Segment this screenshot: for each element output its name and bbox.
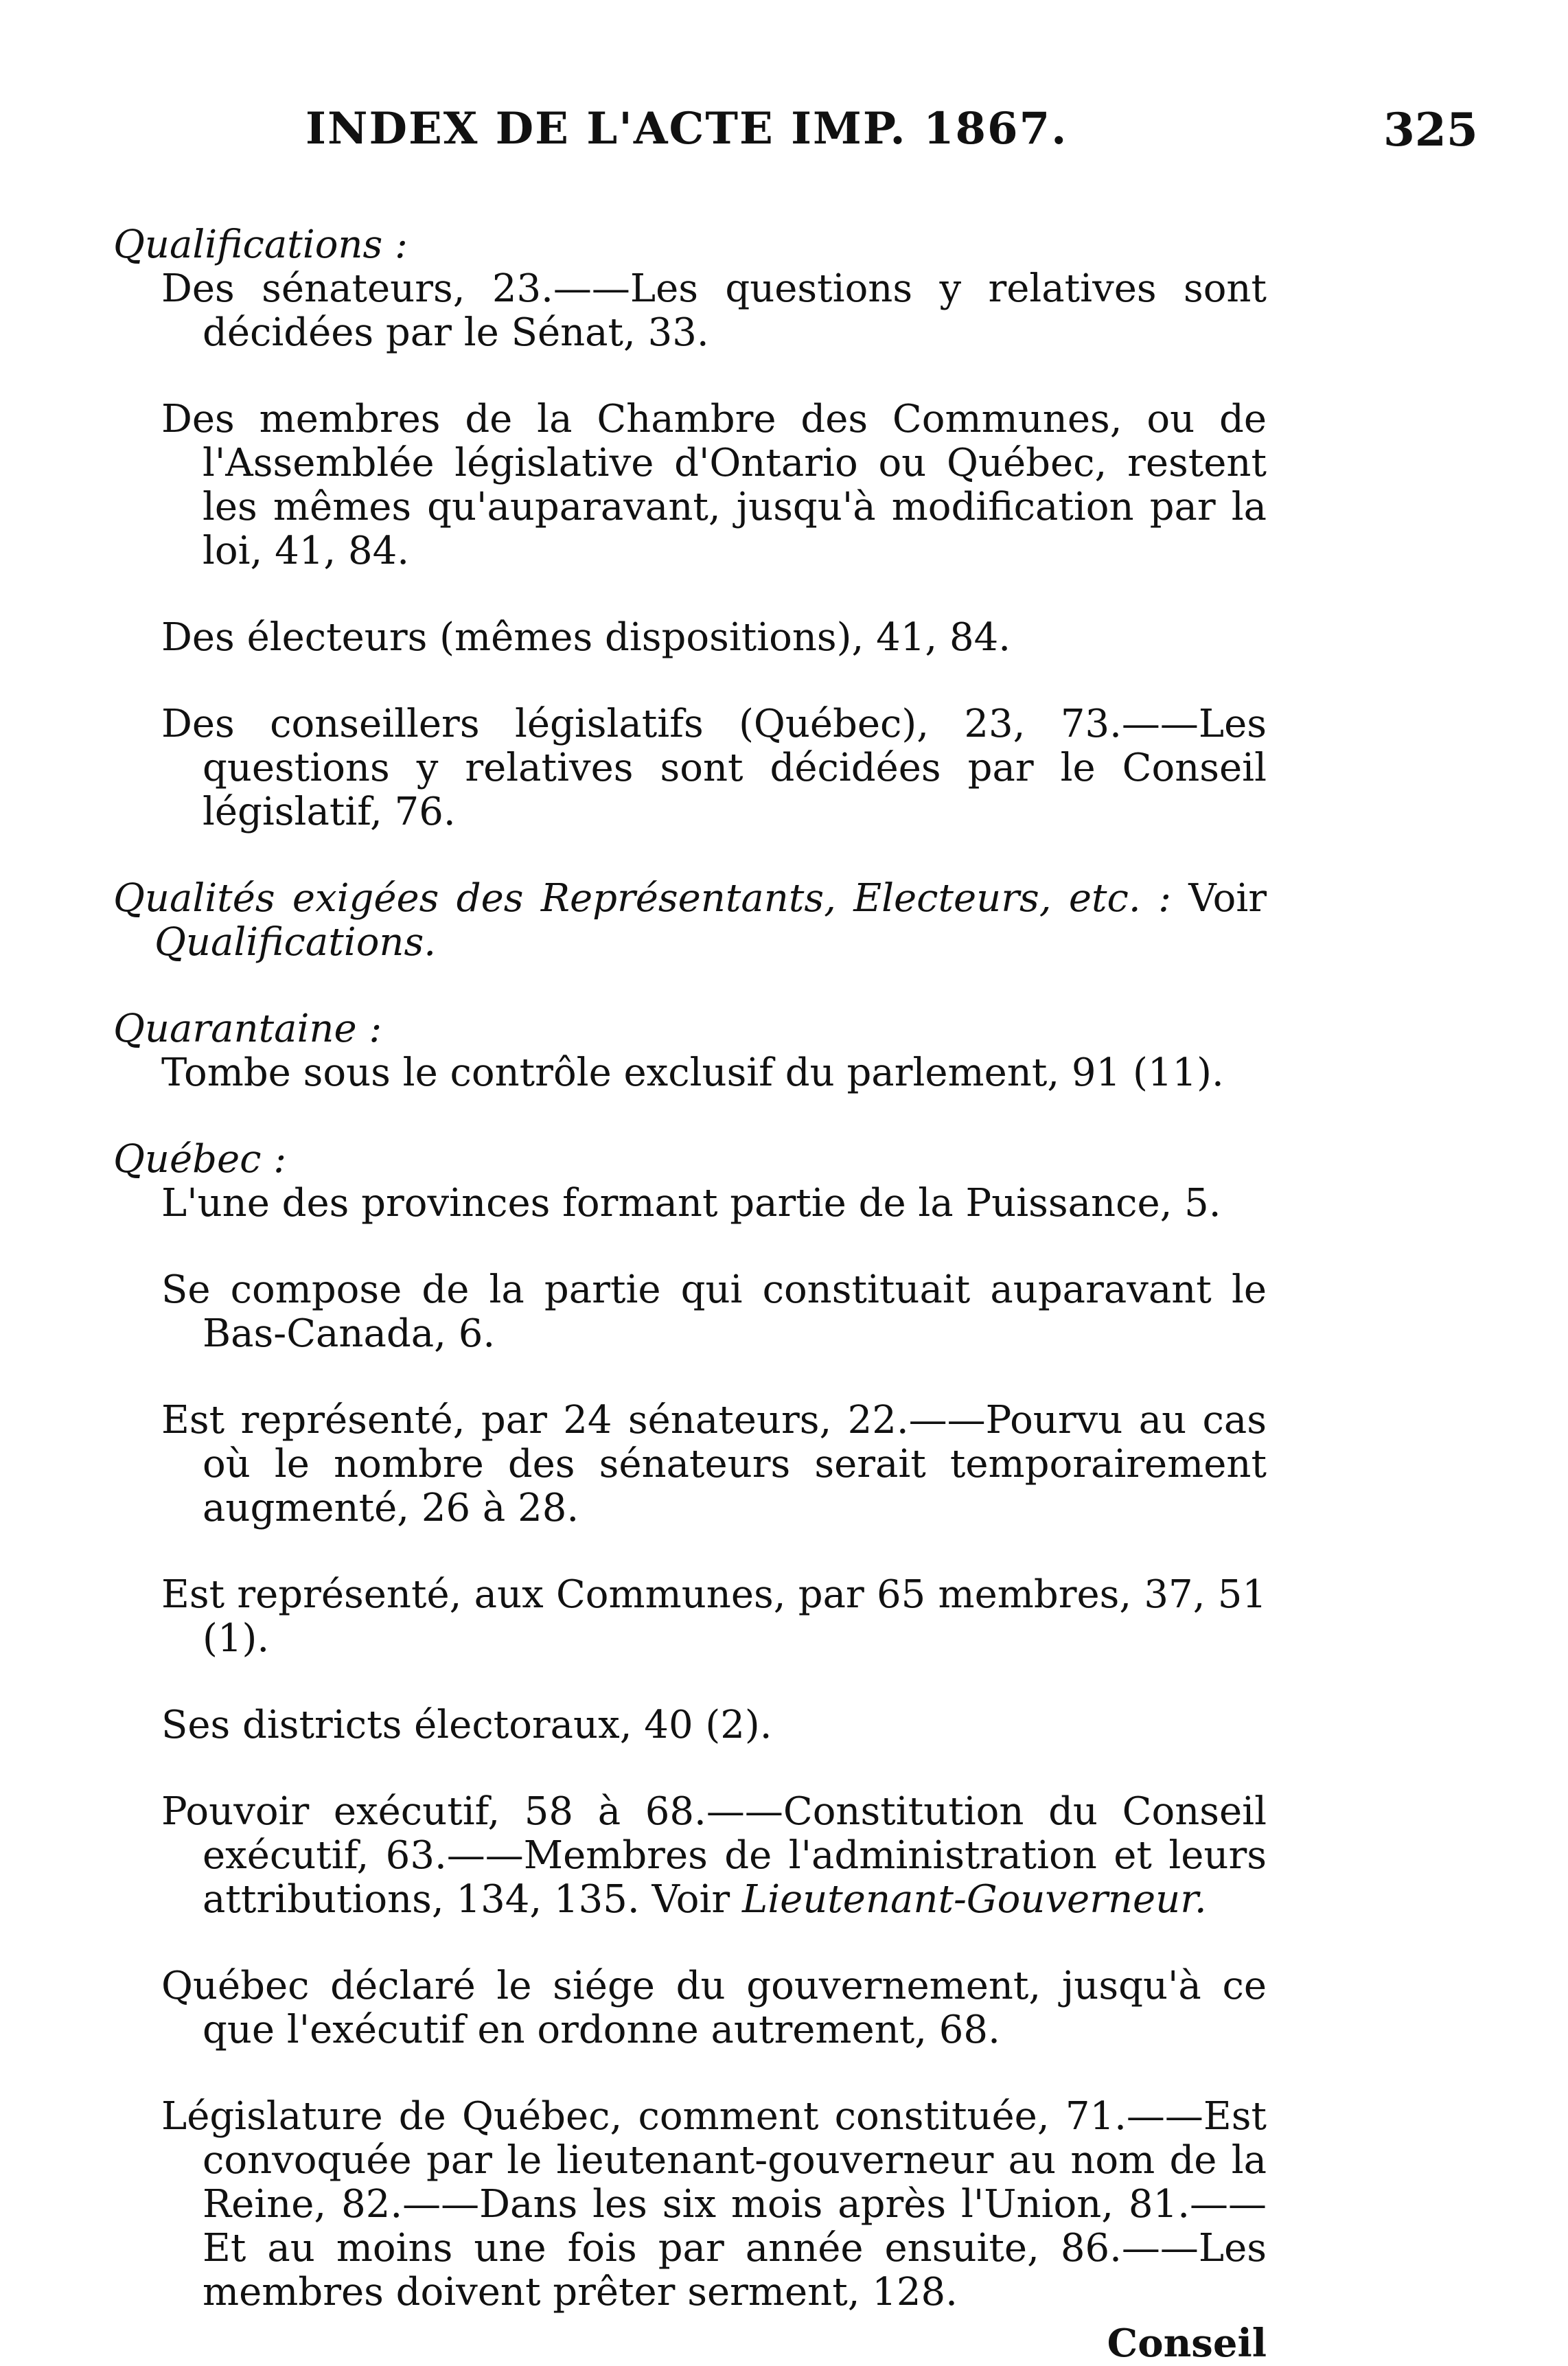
running-title: INDEX DE L'ACTE IMP. 1867. (305, 103, 1068, 154)
running-header (0, 103, 1568, 179)
entry-quebec-3: Est représenté, par 24 sénateurs, 22.——Pourvu au cas où le nombre des sénateurs serait temporairement augmenté, 26 à 28. (161, 1398, 1267, 1530)
entry-quebec-6-text: Pouvoir exécutif, 58 à 68.——Constitution du Conseil exécutif, 63.——Membres de l'administration et leurs attributions, 134, 135. Voir (161, 1789, 1267, 1922)
entry-qualites (113, 877, 1267, 965)
entry-quarantaine-1: Tombe sous le contrôle exclusif du parlement, 91 (11). (161, 1050, 1224, 1095)
page-number: 325 (1383, 103, 1478, 157)
entry-quebec-4: Est représenté, aux Communes, par 65 membres, 37, 51 (1). (161, 1572, 1267, 1661)
entry-quebec-6 (161, 1790, 1267, 1922)
entry-qualifications-1: Des sénateurs, 23.——Les questions y relatives sont décidées par le Sénat, 33. (161, 266, 1267, 355)
entry-quebec-1: L'une des provinces formant partie de la Puissance, 5. (161, 1181, 1221, 1226)
qualites-text: Qualités exigées des Représentants, Electeurs, etc. : (113, 876, 1171, 921)
entry-qualifications-2: Des membres de la Chambre des Communes, ou de l'Assemblée législative d'Ontario ou Québec, restent les mêmes qu'auparavant, jusqu'à modification par la loi, 41, 84. (161, 397, 1267, 573)
heading-qualifications: Qualifications : (113, 222, 408, 267)
entry-quebec-6-ref: Lieutenant-Gouverneur. (742, 1877, 1207, 1922)
entry-quebec-2: Se compose de la partie qui constituait auparavant le Bas-Canada, 6. (161, 1267, 1267, 1356)
index-body (113, 223, 1267, 2365)
heading-quebec: Québec : (113, 1137, 287, 1182)
entry-quebec-7: Québec déclaré le siége du gouvernement, jusqu'à ce que l'exécutif en ordonne autrement, 68. (161, 1964, 1267, 2052)
catchword: Conseil (1107, 2321, 1267, 2366)
entry-qualifications-4: Des conseillers législatifs (Québec), 23, 73.——Les questions y relatives sont décidées par le Conseil législatif, 76. (161, 702, 1267, 834)
entry-qualifications-3: Des électeurs (mêmes dispositions), 41, 84. (161, 615, 1011, 660)
entry-quebec-8: Législature de Québec, comment constituée, 71.——Est convoquée par le lieutenant-gouverneur au nom de la Reine, 82.——Dans les six mois après l'Union, 81.——Et au moins une fois par année ensuite, 86.——Les membres doivent prêter serment, 128. (161, 2094, 1267, 2315)
qualites-voir: Voir (1171, 876, 1267, 921)
qualites-ref: Qualifications. (154, 920, 437, 965)
entry-quebec-5: Ses districts électoraux, 40 (2). (161, 1703, 772, 1747)
heading-quarantaine: Quarantaine : (113, 1007, 382, 1051)
